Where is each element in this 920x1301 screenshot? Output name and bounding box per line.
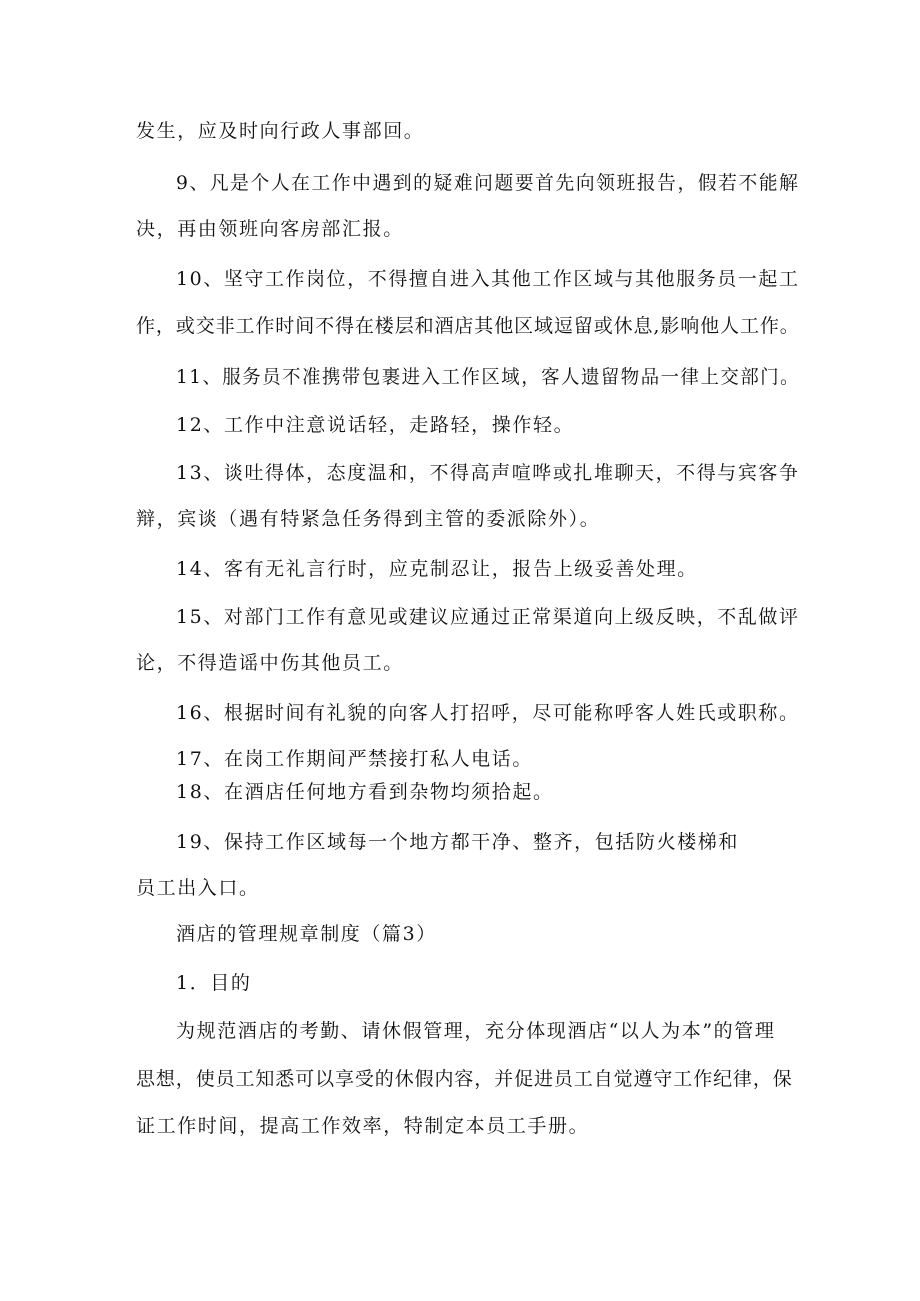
text-line-21: 思想，使员工知悉可以享受的休假内容，并促进员工自觉遵守工作纪律，保	[136, 1068, 793, 1090]
text-line-12: 论，不得造谣中伤其他员工。	[136, 652, 404, 674]
text-line-11: 15、对部门工作有意见或建议应通过正常渠道向上级反映，不乱做评	[176, 606, 800, 628]
text-line-3: 决，再由领班向客房部汇报。	[136, 218, 404, 240]
text-line-14: 17、在岗工作期间严禁接打私人电话。	[176, 748, 533, 770]
text-line-9: 辩，宾谈（遇有特紧急任务得到主管的委派除外）。	[136, 508, 601, 530]
text-line-15: 18、在酒店任何地方看到杂物均须拾起。	[176, 781, 554, 803]
text-line-20: 为规范酒店的考勤、请休假管理，充分体现酒店“以人为本”的管理	[176, 1020, 776, 1042]
text-line-13: 16、根据时间有礼貌的向客人打招呼，尽可能称呼客人姓氏或职称。	[176, 702, 800, 724]
text-line-16: 19、保持工作区域每一个地方都干净、整齐，包括防火楼梯和	[176, 831, 739, 853]
text-line-7: 12、工作中注意说话轻，走路轻，操作轻。	[176, 414, 575, 436]
text-line-6: 11、服务员不准携带包裹进入工作区域，客人遗留物品一律上交部门。	[176, 366, 801, 388]
text-line-8: 13、谈吐得体，态度温和，不得高声喧哗或扎堆聊天，不得与宾客争	[176, 462, 800, 484]
text-line-4: 10、坚守工作岗位，不得擅自进入其他工作区域与其他服务员一起工	[176, 268, 800, 290]
text-line-10: 14、客有无礼言行时，应克制忍让，报告上级妥善处理。	[176, 558, 698, 580]
text-line-17: 员工出入口。	[136, 877, 260, 899]
text-line-2: 9、凡是个人在工作中遇到的疑难问题要首先向领班报告，假若不能解	[176, 172, 800, 194]
section-heading: 酒店的管理规章制度（篇3）	[176, 923, 437, 945]
text-line-22: 证工作时间，提高工作效率，特制定本员工手册。	[136, 1115, 590, 1137]
text-line-1: 发生，应及时向行政人事部回。	[136, 120, 425, 142]
subsection-heading: 1．目的	[176, 972, 252, 994]
text-line-5: 作，或交非工作时间不得在楼层和酒店其他区域逗留或休息,影响他人工作。	[136, 315, 800, 337]
